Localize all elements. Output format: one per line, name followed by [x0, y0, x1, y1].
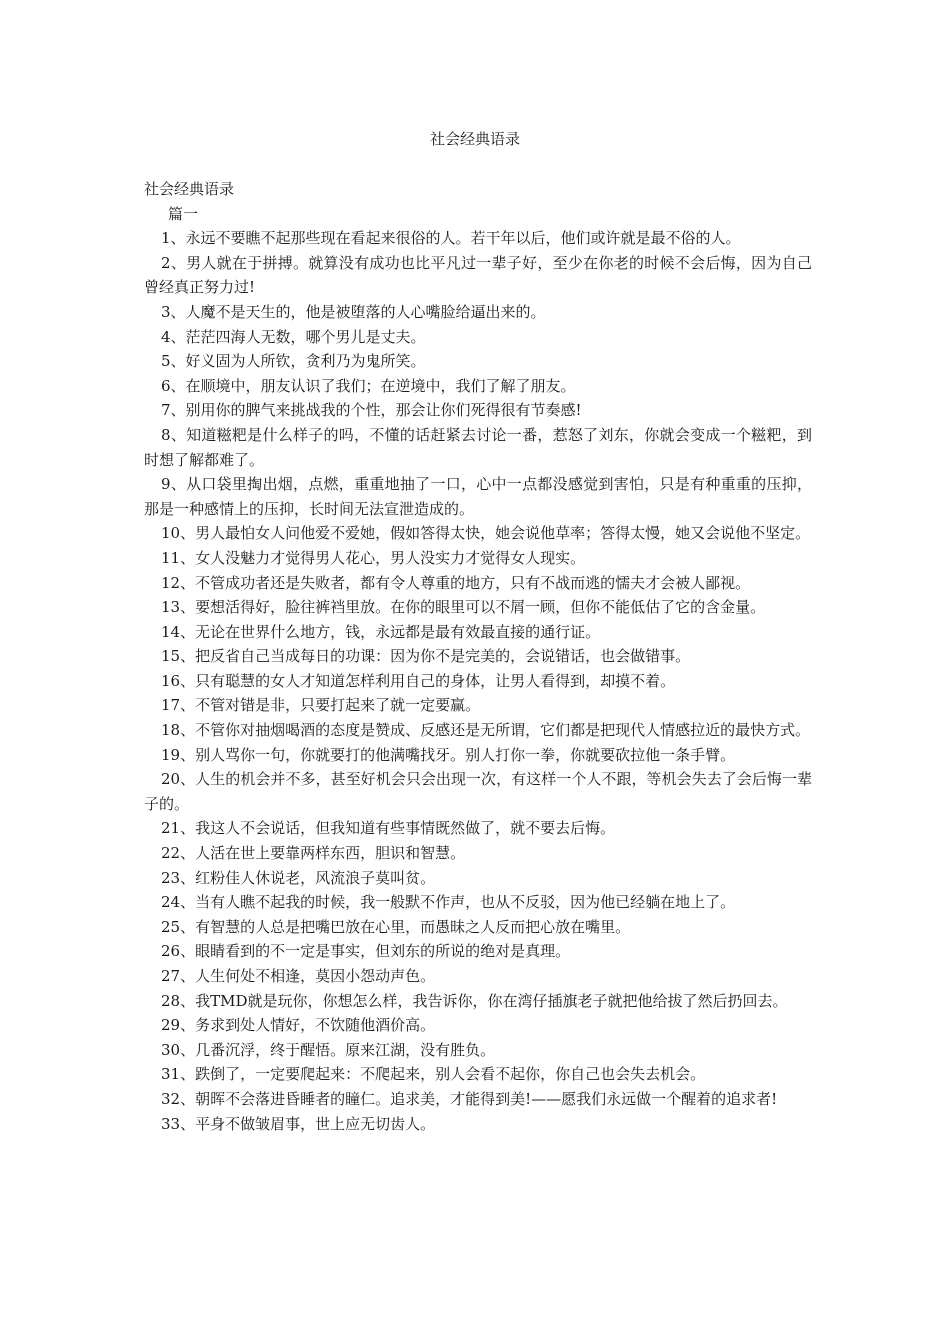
quote-item: 14、无论在世界什么地方，钱，永远都是最有效最直接的通行证。 — [161, 622, 601, 641]
quote-item: 17、不管对错是非，只要打起来了就一定要赢。 — [161, 696, 481, 715]
quote-item: 24、当有人瞧不起我的时候，我一般默不作声，也从不反驳，因为他已经躺在地上了。 — [161, 893, 736, 912]
quote-item: 16、只有聪慧的女人才知道怎样利用自己的身体，让男人看得到，却摸不着。 — [161, 671, 676, 690]
quote-item: 25、有智慧的人总是把嘴巴放在心里，而愚昧之人反而把心放在嘴里。 — [161, 917, 631, 936]
quote-item: 26、眼睛看到的不一定是事实，但刘东的所说的绝对是真理。 — [161, 942, 571, 961]
quote-item: 19、别人骂你一句，你就要打的他满嘴找牙。别人打你一拳，你就要砍拉他一条手臂。 — [161, 745, 736, 764]
quote-item: 22、人活在世上要靠两样东西，胆识和智慧。 — [161, 844, 466, 863]
quote-item: 29、务求到处人情好，不饮随他酒价高。 — [161, 1016, 436, 1035]
quote-item: 31、跌倒了，一定要爬起来：不爬起来，别人会看不起你，你自己也会失去机会。 — [161, 1065, 706, 1084]
section-label: 篇一 — [168, 204, 199, 223]
quote-item: 7、别用你的脾气来挑战我的个性，那会让你们死得很有节奏感! — [161, 401, 582, 420]
quote-item: 5、好义固为人所钦，贪利乃为鬼所笑。 — [161, 352, 426, 371]
quote-item: 8、知道糍粑是什么样子的吗，不懂的话赶紧去讨论一番，惹怒了刘东，你就会变成一个糍粑，到时想了解都难了。 — [144, 425, 812, 469]
quote-item: 1、永远不要瞧不起那些现在看起来很俗的人。若干年以后，他们或许就是最不俗的人。 — [161, 229, 741, 248]
quote-item: 9、从口袋里掏出烟，点燃，重重地抽了一口，心中一点都没感觉到害怕，只是有种重重的压抑，那是一种感情上的压抑，长时间无法宣泄造成的。 — [144, 475, 812, 518]
document-title: 社会经典语录 — [429, 130, 520, 148]
quote-item: 4、茫茫四海人无数，哪个男儿是丈夫。 — [161, 327, 426, 346]
quote-item: 18、不管你对抽烟喝酒的态度是赞成、反感还是无所谓，它们都是把现代人情感拉近的最快方式。 — [161, 721, 811, 740]
quote-item: 23、红粉佳人休说老，风流浪子莫叫贫。 — [161, 868, 436, 887]
quote-item: 28、我TMD就是玩你，你想怎么样，我告诉你，你在湾仔插旗老子就把他给拔了然后扔回去。 — [161, 991, 788, 1010]
quote-item: 30、几番沉浮，终于醒悟。原来江湖，没有胜负。 — [161, 1040, 496, 1059]
quote-item: 13、要想活得好，脸往裤裆里放。在你的眼里可以不屑一顾，但你不能低估了它的含金量。 — [161, 598, 766, 617]
quote-item: 27、人生何处不相逢，莫因小怨动声色。 — [161, 967, 436, 985]
quote-item: 11、女人没魅力才觉得男人花心，男人没实力才觉得女人现实。 — [161, 548, 586, 567]
quote-item: 20、人生的机会并不多，甚至好机会只会出现一次，有这样一个人不跟，等机会失去了会后悔一辈子的。 — [144, 770, 812, 813]
quote-item: 3、人魔不是天生的，他是被堕落的人心嘴脸给逼出来的。 — [161, 302, 546, 321]
section-heading: 社会经典语录 — [144, 180, 235, 198]
quote-item: 2、男人就在于拼搏。就算没有成功也比平凡过一辈子好，至少在你老的时候不会后悔，因为自己曾经真正努力过! — [144, 253, 812, 297]
quote-item: 12、不管成功者还是失败者，都有令人尊重的地方，只有不战而逃的懦夫才会被人鄙视。 — [161, 573, 751, 592]
quote-list — [144, 226, 812, 1136]
quote-item: 32、朝晖不会落进昏睡者的瞳仁。追求美，才能得到美!——愿我们永远做一个醒着的追求者! — [161, 1089, 778, 1108]
document-body — [144, 177, 812, 1136]
quote-item: 6、在顺境中，朋友认识了我们；在逆境中，我们了解了朋友。 — [161, 376, 576, 395]
quote-item: 21、我这人不会说话，但我知道有些事情既然做了，就不要去后悔。 — [161, 819, 616, 838]
quote-item: 33、平身不做皱眉事，世上应无切齿人。 — [161, 1114, 436, 1133]
quote-item: 10、男人最怕女人问他爱不爱她，假如答得太快，她会说他草率；答得太慢，她又会说他不坚定。 — [161, 524, 811, 543]
quote-item: 15、把反省自己当成每日的功课：因为你不是完美的，会说错话，也会做错事。 — [161, 647, 691, 666]
